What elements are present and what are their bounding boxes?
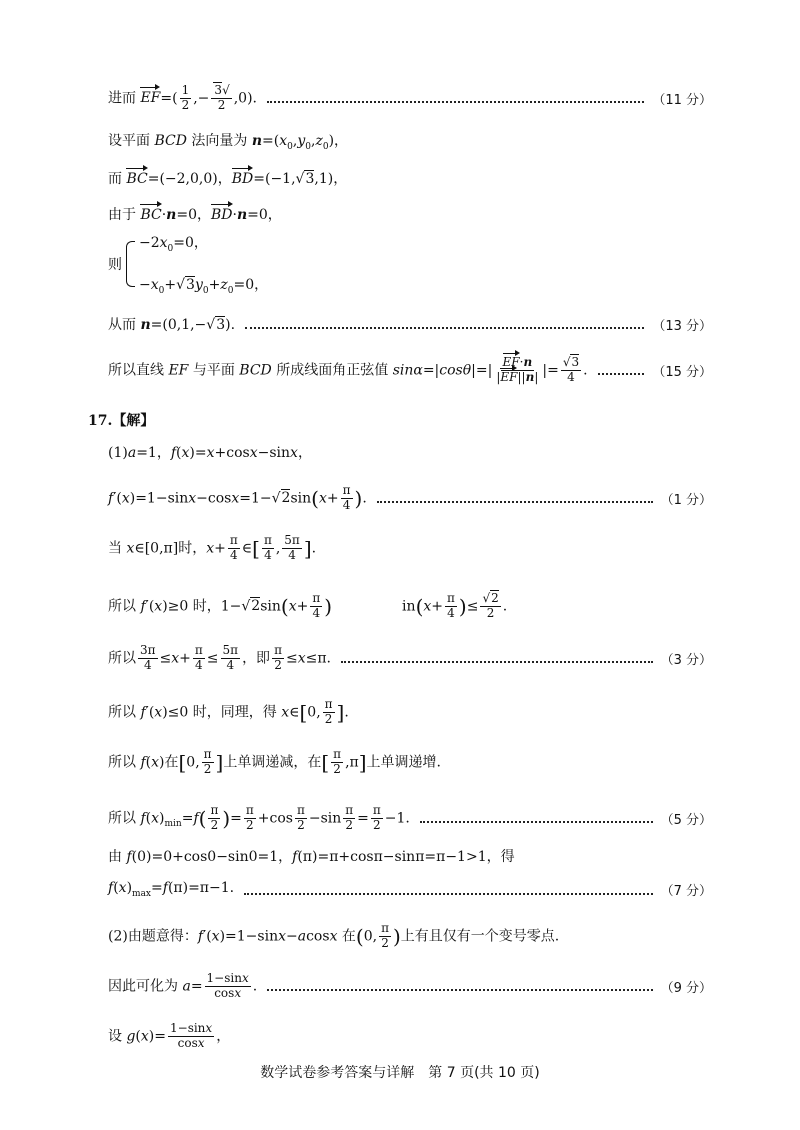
answer-line-g-def: 设 g(x)= $\frac{1-\sin x}{\cos x}$ ， bbox=[108, 1021, 231, 1050]
question-17-heading: 17.【解】 bbox=[88, 413, 155, 429]
score-label: （15 分） bbox=[652, 364, 712, 380]
answer-line-part1-def: (1)a=1，f(x)=x+cosx−sinx， bbox=[108, 445, 312, 461]
score-label: （1 分） bbox=[660, 492, 712, 508]
score-label: （9 分） bbox=[660, 980, 712, 996]
score-label: （5 分） bbox=[660, 812, 712, 828]
page-footer: 数学试卷参考答案与详解 第 7 页(共 10 页) bbox=[260, 1065, 540, 1081]
score-label: （7 分） bbox=[660, 884, 712, 899]
answer-line-interval: 所以 $\frac{3\pi}{4}$ ≤x+ $\frac{\pi}{4}$ ≤ $\frac{5\pi}{4}$ ，即 $\frac{\pi}{2}$ ≤x≤π. （3 分） bbox=[108, 643, 712, 672]
score-label: （11 分） bbox=[652, 92, 712, 108]
answer-line-domain: 当 x∈[0,π]时，x+ $\frac{\pi}{4}$ ∈[ $\frac{\pi}{4}$ , $\frac{5\pi}{4}$ ]. bbox=[108, 533, 317, 562]
answer-line-dot-products: 由于 BC·n=0，BD·n=0， bbox=[108, 207, 282, 223]
answer-line-max: $f(x)_{max}=f(\pi)=\pi-1$. （7 分） bbox=[108, 880, 712, 899]
score-label: （13 分） bbox=[652, 318, 712, 334]
answer-line-derivative: f′(x)=1−sinx−cosx=1−√2sin(x+ $\frac{\pi}{4}$ ). （1 分） bbox=[108, 483, 712, 512]
answer-line-bc-bd: 而 BC=(−2,0,0)，BD=(−1,√3,1)， bbox=[108, 171, 348, 187]
equation-system: 则 $-2x_0=0$， $-x_0+√3y_0+z_0=0$， bbox=[108, 235, 269, 296]
answer-line-n-result: 从而 n=(0,1,−√3). （13 分） bbox=[108, 314, 712, 334]
answer-line-monotonic: 所以 f(x)在[0, $\frac{\pi}{2}$ ]上单调递减，在[ $\frac{\pi}{2}$ ,π]上单调递增. bbox=[108, 747, 441, 776]
score-label: （3 分） bbox=[660, 652, 712, 668]
answer-line-inequality: 所以 f′(x)≥0 时，1−√2sin(x+ $\frac{\pi}{4}$ ) in(x+ $\frac{\pi}{4}$ )≤ $\frac{√2}{2}$ . bbox=[108, 591, 508, 620]
answer-line-decreasing: 所以 f′(x)≤0 时，同理，得 x∈[0, $\frac{\pi}{2}$ ]. bbox=[108, 697, 349, 726]
answer-line-part2: (2)由题意得：f′(x)=1−sinx−acosx 在(0, $\frac{\pi}{2}$ )上有且仅有一个变号零点. bbox=[108, 921, 560, 950]
answer-line-min: 所以 $f(x)_{min}=f$( $\frac{\pi}{2}$ )= $\frac{\pi}{2}$ +cos $\frac{\pi}{2}$ −sin $\frac{\pi}{2}$ = $\frac{\pi}{2}$ −1. （5 分） bbox=[108, 803, 712, 832]
answer-line-normal-vector: 设平面 BCD 法向量为 $n=(x_0,y_0,z_0)$， bbox=[108, 133, 349, 152]
brace-symbol bbox=[126, 241, 135, 287]
answer-line-sine-value: 所以直线 EF 与平面 BCD 所成线面角正弦值 sinα=|cosθ|=| $\frac{EF\cdot n}{|EF||n|}$ |= $\frac{√3}{4}$ . （15 分） bbox=[108, 355, 712, 384]
answer-line-endpoints: 由 f(0)=0+cos0−sin0=1，f(π)=π+cosπ−sinπ=π−1>1，得 bbox=[108, 849, 515, 865]
answer-line-ef-vector: 进而 EF=( $\frac{1}{2}$ ,− $\frac{3√}{2}$ ,0). （11 分） bbox=[108, 83, 712, 112]
answer-line-a-expression: 因此可化为 a= $\frac{1-\sin x}{\cos x}$ . （9 分） bbox=[108, 971, 712, 1000]
